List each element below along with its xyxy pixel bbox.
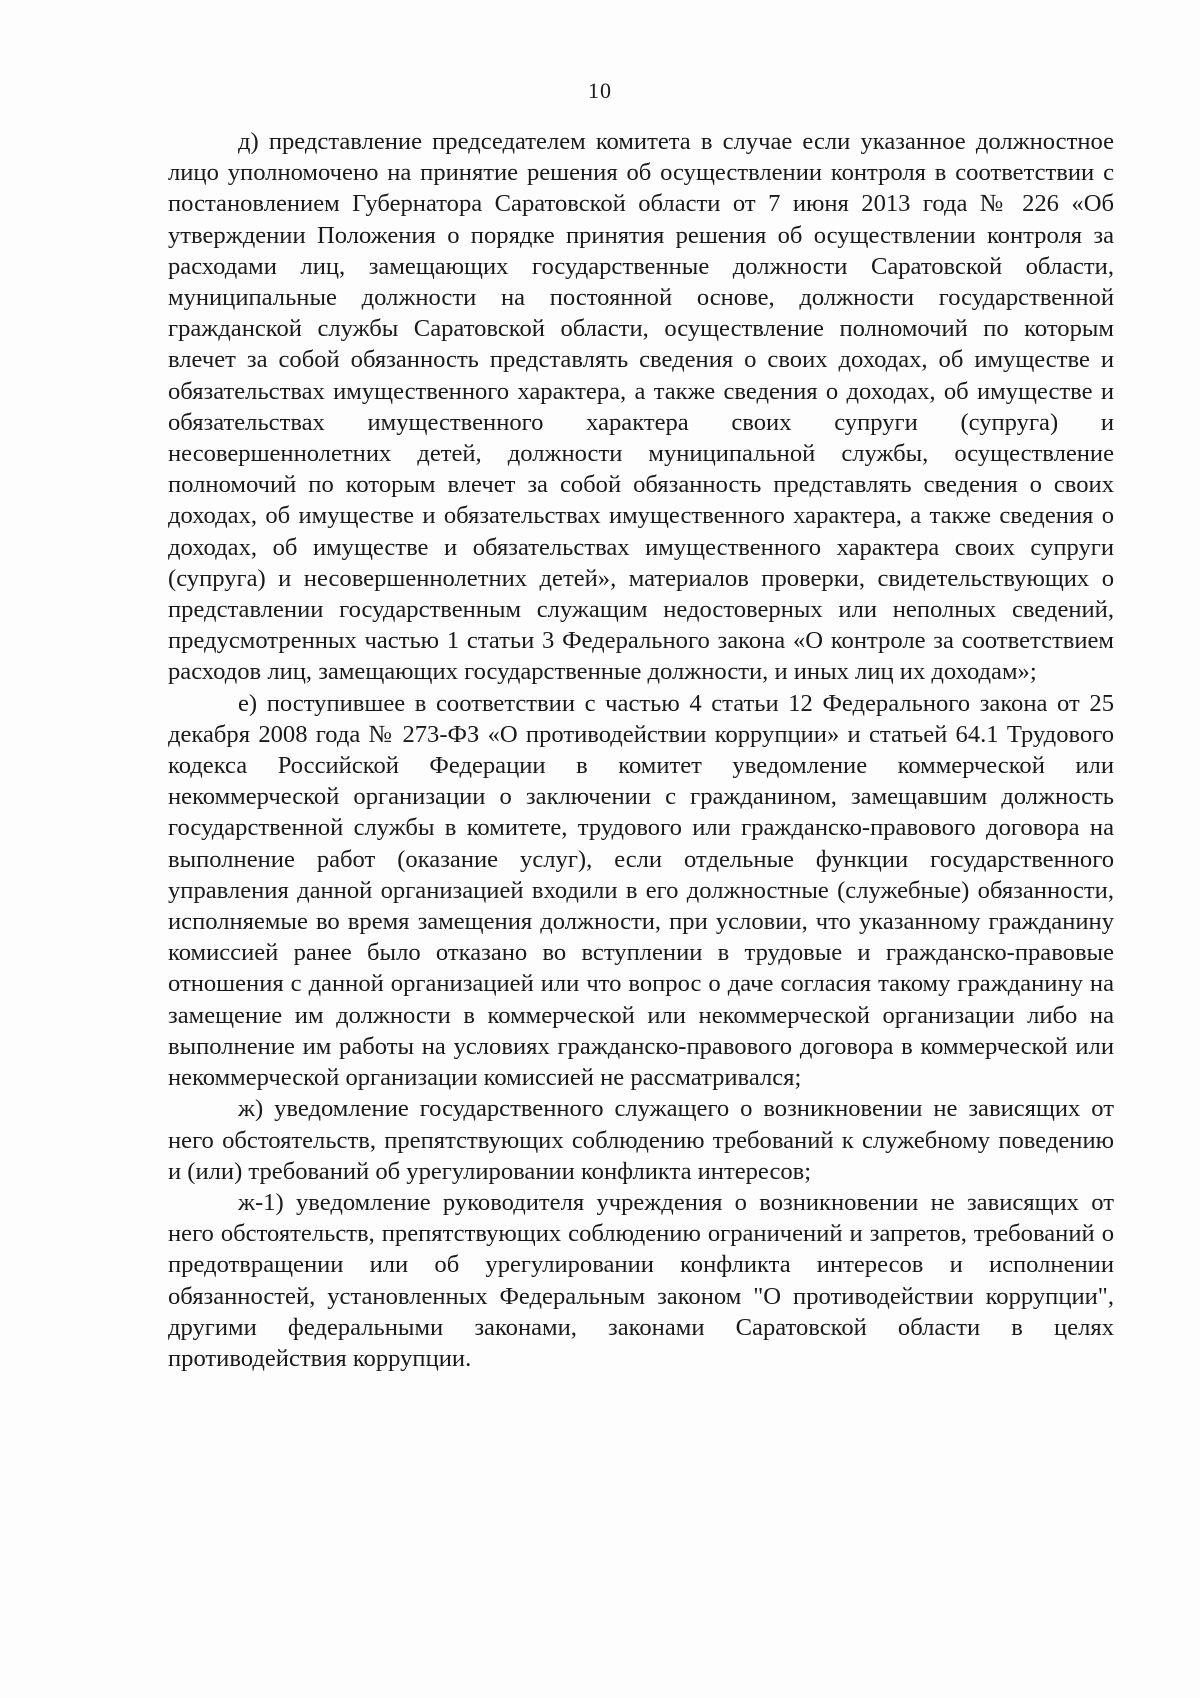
paragraph-zh-1: ж-1) уведомление руководителя учреждения о возникновении не зависящих от него обстоятельств, препятствующих соблюдению ограничений и запретов, требований о предотвращении или об урегулировании конфликта интересов и исполнении обязанностей, установленных Федеральным законом "О противодействии коррупции", другими федеральными законами, законами Саратовской области в целях противодействия коррупции. [168, 1188, 1114, 1372]
document-body [168, 126, 1114, 1374]
page-number: 10 [588, 78, 612, 103]
paragraph-zh: ж) уведомление государственного служащего о возникновении не зависящих от него обстоятельств, препятствующих соблюдению требований к служебному поведению и (или) требований об урегулировании конфликта интересов; [168, 1095, 1114, 1185]
paragraph-e: е) поступившее в соответствии с частью 4 статьи 12 Федерального закона от 25 декабря 2008 года № 273-ФЗ «О противодействии коррупции» и статьей 64.1 Трудового кодекса Российской Федерации в комитет уведомление коммерческой или некоммерческой организации о заключении с гражданином, замещавшим должность государственной службы в комитете, трудового или гражданско-правового договора на выполнение работ (оказание услуг), если отдельные функции государственного управления данной организацией входили в его должностные (служебные) обязанности, исполняемые во время замещения должности, при условии, что указанному гражданину комиссией ранее было отказано во вступлении в трудовые и гражданско-правовые отношения с данной организацией или что вопрос о даче согласия такому гражданину на замещение им должности в коммерческой или некоммерческой организации либо на выполнение им работы на условиях гражданско-правового договора в коммерческой или некоммерческой организации комиссией не рассматривался; [168, 689, 1114, 1092]
paragraph-d: д) представление председателем комитета в случае если указанное должностное лицо уполномочено на принятие решения об осуществлении контроля в соответствии с постановлением Губернатора Саратовской области от 7 июня 2013 года № 226 «Об утверждении Положения о порядке принятия решения об осуществлении контроля за расходами лиц, замещающих государственные должности Саратовской области, муниципальные должности на постоянной основе, должности государственной гражданской службы Саратовской области, осуществление полномочий по которым влечет за собой обязанность представлять сведения о своих доходах, об имуществе и обязательствах имущественного характера, а также сведения о доходах, об имуществе и обязательствах имущественного характера своих супруги (супруга) и несовершеннолетних детей, должности муниципальной службы, осуществление полномочий по которым влечет за собой обязанность представлять сведения о своих доходах, об имуществе и обязательствах имущественного характера, а также сведения о доходах, об имуществе и обязательствах имущественного характера своих супруги (супруга) и несовершеннолетних детей», материалов проверки, свидетельствующих о представлении государственным служащим недостоверных или неполных сведений, предусмотренных частью 1 статьи 3 Федерального закона «О контроле за соответствием расходов лиц, замещающих государственные должности, и иных лиц их доходам»; [168, 128, 1114, 686]
